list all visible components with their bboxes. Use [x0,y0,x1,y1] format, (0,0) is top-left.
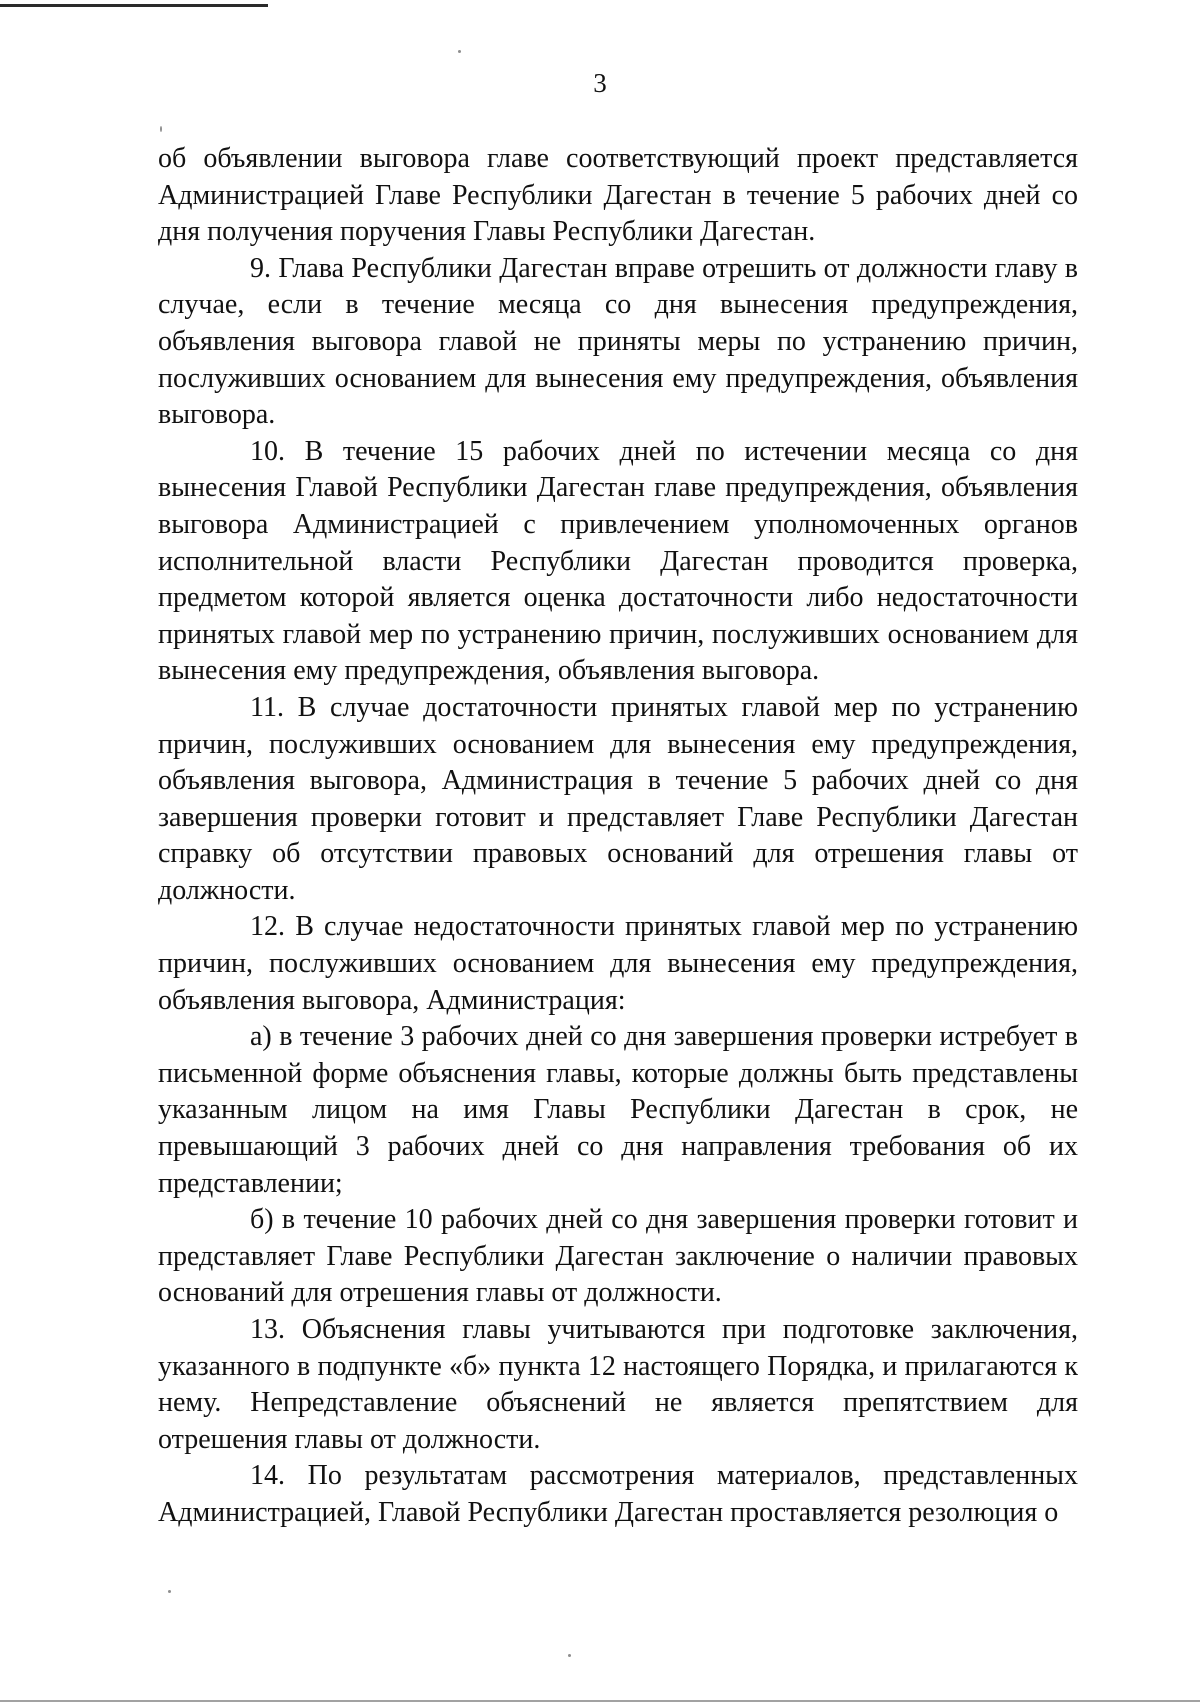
scan-speck [160,126,162,132]
paragraph-continuation: об объявлении выговора главе соответствующий проект представляется Администрацией Главе Республики Дагестан в течение 5 рабочих дней со дня получения поручения Главы Республики Дагестан. [158,143,1078,248]
scan-artifact-top-line [0,4,268,7]
scan-speck [168,1590,171,1593]
page-number: 3 [593,68,607,98]
scan-artifact-bottom-line [0,1700,1200,1702]
paragraph-14: 14. По результатам рассмотрения материалов, представленных Администрацией, Главой Республики Дагестан проставляется резолюция о [158,1460,1078,1528]
paragraph-12-b: б) в течение 10 рабочих дней со дня завершения проверки готовит и представляет Главе Республики Дагестан заключение о наличии правовых оснований для отрешения главы от должности. [158,1204,1078,1309]
paragraph-11: 11. В случае достаточности принятых главой мер по устранению причин, послуживших основанием для вынесения ему предупреждения, объявления выговора, Администрация в течение 5 рабочих дней со дня завершения проверки готовит и представляет Главе Республики Дагестан справку об отсутствии правовых оснований для отрешения главы от должности. [158,691,1078,906]
paragraph-12: 12. В случае недостаточности принятых главой мер по устранению причин, послуживших основанием для вынесения ему предупреждения, объявления выговора, Администрация: [158,911,1078,1016]
document-body [158,141,1078,1532]
scan-speck [568,1654,571,1657]
paragraph-9: 9. Глава Республики Дагестан вправе отрешить от должности главу в случае, если в течение месяца со дня вынесения предупреждения, объявления выговора главой не приняты меры по устранению причин, послуживших основанием для вынесения ему предупреждения, объявления выговора. [158,252,1078,431]
paragraph-10: 10. В течение 15 рабочих дней по истечении месяца со дня вынесения Главой Республики Дагестан главе предупреждения, объявления выговора Администрацией с привлечением уполномоченных органов исполнительной власти Республики Дагестан проводится проверка, предметом которой является оценка достаточности либо недостаточности принятых главой мер по устранению причин, послуживших основанием для вынесения ему предупреждения, объявления выговора. [158,435,1078,687]
scan-speck [458,50,461,53]
paragraph-12-a: а) в течение 3 рабочих дней со дня завершения проверки истребует в письменной форме объяснения главы, которые должны быть представлены указанным лицом на имя Главы Республики Дагестан в срок, не превышающий 3 рабочих дней со дня направления требования об их представлении; [158,1021,1078,1199]
paragraph-13: 13. Объяснения главы учитываются при подготовке заключения, указанного в подпункте «б» пункта 12 настоящего Порядка, и прилагаются к нему. Непредставление объяснений не является препятствием для отрешения главы от должности. [158,1314,1078,1455]
